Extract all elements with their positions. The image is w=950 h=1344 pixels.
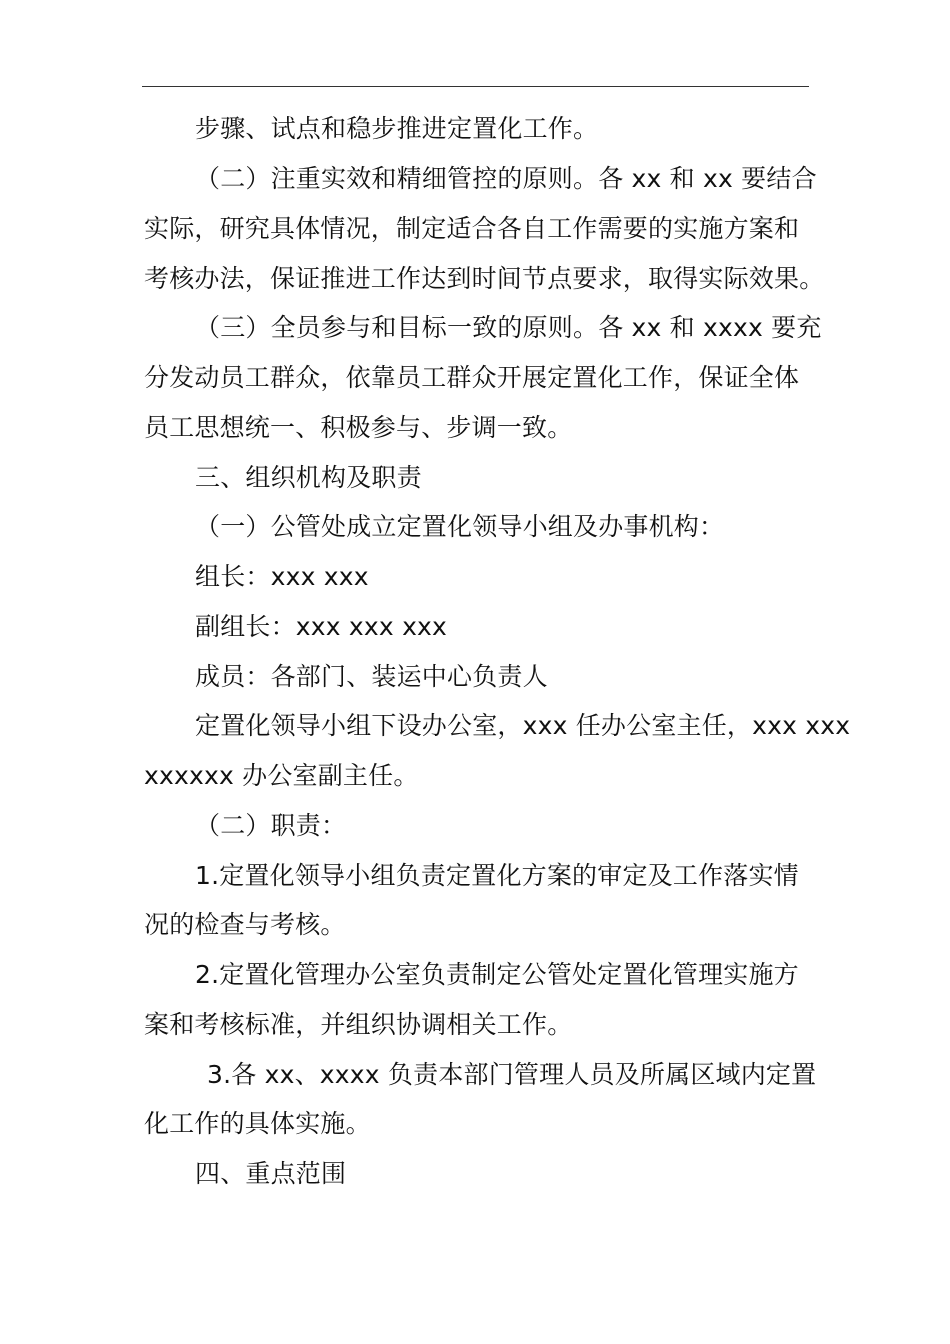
paragraph-line: 员工思想统一、积极参与、步调一致。 bbox=[144, 413, 573, 442]
duty-2-line: 2.定置化管理办公室负责制定公管处定置化管理实施方 bbox=[195, 960, 799, 989]
deputy-leader-line: 副组长：xxx xxx xxx bbox=[195, 612, 448, 641]
office-line: 定置化领导小组下设办公室，xxx 任办公室主任，xxx xxx bbox=[195, 711, 851, 740]
paragraph-line: xxxxxx 办公室副主任。 bbox=[144, 761, 419, 790]
paragraph-line: 实际，研究具体情况，制定适合各自工作需要的实施方案和 bbox=[144, 214, 800, 243]
section-heading-4: 四、重点范围 bbox=[195, 1159, 347, 1188]
duty-1-line: 1.定置化领导小组负责定置化方案的审定及工作落实情 bbox=[195, 861, 799, 890]
section-heading-3: 三、组织机构及职责 bbox=[195, 463, 422, 492]
paragraph-line: 况的检查与考核。 bbox=[144, 910, 346, 939]
paragraph-line: 考核办法，保证推进工作达到时间节点要求，取得实际效果。 bbox=[144, 264, 825, 293]
team-leader-line: 组长：xxx xxx bbox=[195, 562, 369, 591]
header-rule bbox=[142, 86, 809, 87]
duty-3-line: 3.各 xx、xxxx 负责本部门管理人员及所属区域内定置 bbox=[207, 1060, 817, 1089]
subheading-duties: （二）职责： bbox=[195, 811, 347, 840]
principle-2-line: （二）注重实效和精细管控的原则。各 xx 和 xx 要结合 bbox=[195, 164, 817, 193]
paragraph-line: 分发动员工群众，依靠员工群众开展定置化工作，保证全体 bbox=[144, 363, 800, 392]
principle-3-line: （三）全员参与和目标一致的原则。各 xx 和 xxxx 要充 bbox=[195, 313, 822, 342]
paragraph-line: 化工作的具体实施。 bbox=[144, 1109, 371, 1138]
members-line: 成员：各部门、装运中心负责人 bbox=[195, 662, 548, 691]
subheading-organization: （一）公管处成立定置化领导小组及办事机构： bbox=[195, 512, 725, 541]
paragraph-line: 案和考核标准，并组织协调相关工作。 bbox=[144, 1010, 573, 1039]
paragraph-line: 步骤、试点和稳步推进定置化工作。 bbox=[195, 114, 599, 143]
